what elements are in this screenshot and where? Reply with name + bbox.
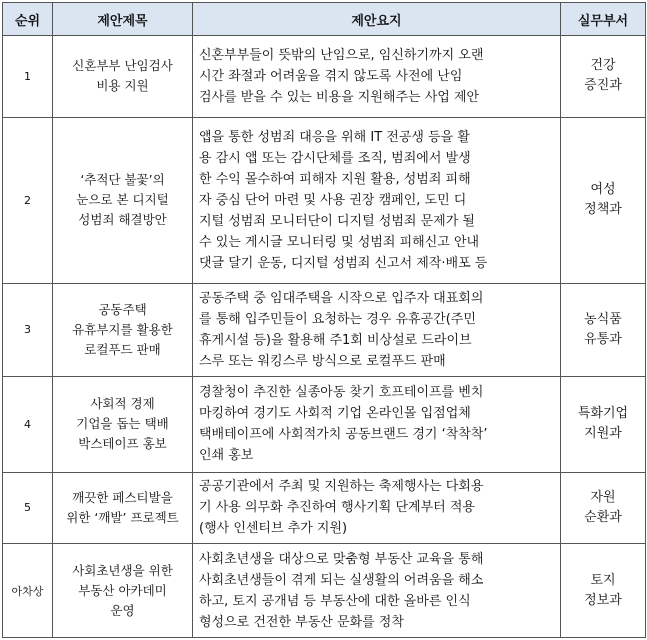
rank-cell: 4 bbox=[3, 376, 53, 472]
title-line: 공동주택 bbox=[98, 301, 147, 317]
rank-cell: 2 bbox=[3, 117, 53, 283]
title-cell bbox=[53, 472, 193, 543]
rank-cell: 5 bbox=[3, 472, 53, 543]
summary-cell bbox=[193, 544, 561, 638]
dept-line: 정책과 bbox=[584, 202, 622, 218]
dept-line: 증진과 bbox=[584, 78, 622, 94]
dept-line: 자원 bbox=[590, 489, 616, 505]
header-dept: 실무부서 bbox=[561, 3, 646, 36]
table-row bbox=[3, 283, 646, 376]
table-row bbox=[3, 376, 646, 472]
title-line: 박스테이프 홍보 bbox=[78, 436, 167, 452]
dept-cell bbox=[561, 36, 646, 118]
title-cell bbox=[53, 283, 193, 376]
summary-line: 경찰청이 추진한 실종아동 찾기 호프테이프를 벤치 bbox=[199, 385, 484, 401]
summary-line: 한 수익 몰수하여 피해자 지원 활용, 성범죄 피해 bbox=[199, 171, 471, 187]
summary-line: 신혼부부들이 뜻밖의 난임으로, 임신하기까지 오랜 bbox=[199, 47, 484, 63]
summary-line: 용 감시 앱 또는 감시단체를 조직, 범죄에서 발생 bbox=[199, 150, 471, 166]
summary-line: 인쇄 홍보 bbox=[199, 448, 254, 464]
summary-line: 기 사용 의무화 추진하여 행사기획 단계부터 적용 bbox=[199, 500, 475, 516]
dept-line: 여성 bbox=[590, 182, 616, 198]
dept-cell bbox=[561, 544, 646, 638]
title-cell bbox=[53, 117, 193, 283]
header-title: 제안제목 bbox=[53, 3, 193, 36]
title-line: 위한 ‘깨발’ 프로젝트 bbox=[66, 509, 179, 525]
dept-line: 토지 bbox=[590, 572, 616, 588]
dept-cell bbox=[561, 376, 646, 472]
dept-line: 지원과 bbox=[584, 426, 622, 442]
title-line: 운영 bbox=[110, 602, 135, 618]
title-line: 로컬푸드 판매 bbox=[84, 341, 161, 357]
summary-cell bbox=[193, 117, 561, 283]
dept-line: 유통과 bbox=[584, 331, 622, 347]
title-cell bbox=[53, 544, 193, 638]
summary-cell bbox=[193, 283, 561, 376]
summary-line: 를 통해 입주민들이 요청하는 경우 유휴공간(주민 bbox=[199, 311, 476, 327]
proposal-table bbox=[2, 2, 646, 638]
rank-cell: 3 bbox=[3, 283, 53, 376]
title-line: 유휴부지를 활용한 bbox=[72, 321, 173, 337]
title-line: 깨끗한 페스티발을 bbox=[72, 489, 173, 505]
summary-line: (행사 인센티브 추가 지원) bbox=[199, 521, 348, 537]
summary-line: 마킹하여 경기도 사회적 기업 온라인몰 입점업체 bbox=[199, 406, 471, 422]
title-line: 성범죄 해결방안 bbox=[78, 212, 167, 228]
dept-line: 특화기업 bbox=[577, 406, 629, 422]
dept-cell bbox=[561, 283, 646, 376]
rank-cell: 1 bbox=[3, 36, 53, 118]
summary-line: 스루 또는 워킹스루 방식으로 로컬푸드 판매 bbox=[199, 353, 446, 369]
title-line: 비용 지원 bbox=[96, 78, 149, 94]
summary-line: 휴게시설 등)을 활용해 주1회 비상설로 드라이브 bbox=[199, 332, 472, 348]
dept-line: 농식품 bbox=[584, 311, 622, 327]
title-line: 눈으로 본 디지털 bbox=[76, 192, 169, 208]
summary-line: 형성으로 건전한 부동산 문화를 정착 bbox=[199, 614, 404, 630]
dept-cell bbox=[561, 472, 646, 543]
summary-line: 댓글 달기 운동, 디지털 성범죄 신고서 제작·배포 등 bbox=[199, 255, 488, 271]
summary-line: 공동주택 중 임대주택을 시작으로 입주자 대표회의 bbox=[199, 290, 484, 306]
summary-line: 수 있는 게시글 모니터링 및 성범죄 피해신고 안내 bbox=[199, 234, 480, 250]
summary-line: 공공기관에서 주최 및 지원하는 축제행사는 다회용 bbox=[199, 479, 484, 495]
rank-cell: 아차상 bbox=[3, 544, 53, 638]
dept-line: 정보과 bbox=[584, 592, 622, 608]
summary-line: 앱을 통한 성범죄 대응을 위해 IT 전공생 등을 활 bbox=[199, 129, 470, 145]
header-summary: 제안요지 bbox=[193, 3, 561, 36]
summary-cell bbox=[193, 472, 561, 543]
header-rank: 순위 bbox=[3, 3, 53, 36]
title-line: 사회초년생을 위한 bbox=[72, 562, 173, 578]
header-row bbox=[3, 3, 646, 36]
dept-cell bbox=[561, 117, 646, 283]
table-row bbox=[3, 36, 646, 118]
summary-line: 사회초년생을 대상으로 맞춤형 부동산 교육을 통해 bbox=[199, 551, 484, 567]
summary-line: 자 중심 단어 마련 및 사용 권장 캠페인, 도민 디 bbox=[199, 192, 467, 208]
summary-line: 검사를 받을 수 있는 비용을 지원해주는 사업 제안 bbox=[199, 89, 480, 105]
title-cell bbox=[53, 376, 193, 472]
summary-line: 하고, 토지 공개념 등 부동산에 대한 올바른 인식 bbox=[199, 593, 471, 609]
summary-cell bbox=[193, 36, 561, 118]
title-line: 사회적 경제 bbox=[90, 396, 155, 412]
summary-line: 시간 좌절과 어려움을 겪지 않도록 사전에 난임 bbox=[199, 68, 463, 84]
table-row bbox=[3, 117, 646, 283]
title-line: ‘추적단 불꽃’의 bbox=[80, 172, 165, 188]
title-line: 기업을 돕는 택배 bbox=[76, 416, 169, 432]
summary-line: 지털 성범죄 모니터단이 디지털 성범죄 문제가 될 bbox=[199, 213, 475, 229]
table-row bbox=[3, 472, 646, 543]
title-cell bbox=[53, 36, 193, 118]
summary-line: 택배테이프에 사회적가치 공동브랜드 경기 ‘착착착’ bbox=[199, 427, 488, 443]
title-line: 부동산 아카데미 bbox=[78, 582, 167, 598]
dept-line: 건강 bbox=[590, 58, 616, 74]
summary-line: 사회초년생들이 겪게 되는 실생활의 어려움을 해소 bbox=[199, 572, 484, 588]
title-line: 신혼부부 난임검사 bbox=[72, 58, 173, 74]
dept-line: 순환과 bbox=[584, 509, 622, 525]
summary-cell bbox=[193, 376, 561, 472]
table-row bbox=[3, 544, 646, 638]
